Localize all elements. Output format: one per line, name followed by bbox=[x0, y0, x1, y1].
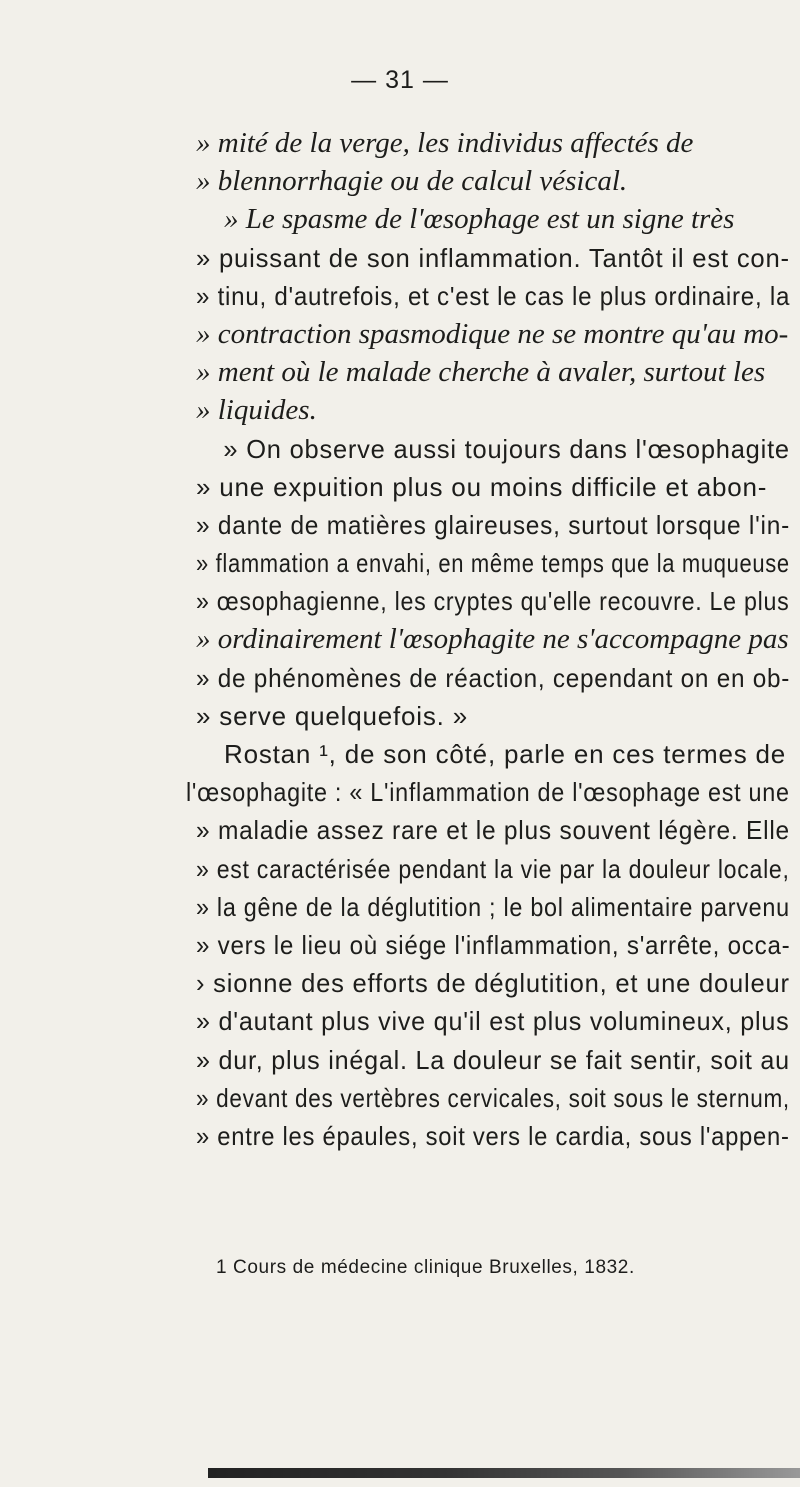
text-line: » ordinairement l'œsophagite ne s'accompagne pas bbox=[196, 623, 789, 656]
text-line: » une expuition plus ou moins difficile et abon- bbox=[196, 471, 768, 502]
text-line: » de phénomènes de réaction, cependant on en ob- bbox=[196, 662, 791, 693]
page-edge-shadow bbox=[208, 1468, 800, 1478]
text-line: » mité de la verge, les individus affectés de bbox=[196, 127, 694, 159]
text-line: » On observe aussi toujours dans l'œsophagite bbox=[223, 433, 790, 464]
text-line: » tinu, d'autrefois, et c'est le cas le plus ordinaire, la bbox=[196, 280, 791, 311]
footnote: 1 Cours de médecine clinique Bruxelles, 1832. bbox=[216, 1257, 635, 1278]
text-line: » puissant de son inflammation. Tantôt il est con- bbox=[196, 242, 790, 273]
text-line: » entre les épaules, soit vers le cardia, sous l'appen- bbox=[196, 1120, 790, 1151]
text-line: » dante de matières glaireuses, surtout lorsque l'in- bbox=[196, 509, 790, 540]
text-line: » maladie assez rare et le plus souvent légère. Elle bbox=[196, 815, 790, 846]
page-number: — 31 — bbox=[351, 66, 449, 94]
text-line: » devant des vertèbres cervicales, soit sous le sternum, bbox=[196, 1082, 790, 1113]
text-line: » serve quelquefois. » bbox=[196, 700, 468, 731]
text-line: » vers le lieu où siége l'inflammation, s'arrête, occa- bbox=[196, 929, 791, 960]
text-line: » Le spasme de l'œsophage est un signe très bbox=[224, 203, 735, 236]
text-line: » d'autant plus vive qu'il est plus volumineux, plus bbox=[196, 1006, 790, 1037]
text-line: › sionne des efforts de déglutition, et une douleur bbox=[196, 968, 790, 999]
text-line: » œsophagienne, les cryptes qu'elle recouvre. Le plus bbox=[196, 586, 790, 617]
text-line: » la gêne de la déglutition ; le bol alimentaire parvenu bbox=[196, 891, 790, 922]
text-line: » ment où le malade cherche à avaler, surtout les bbox=[196, 356, 766, 389]
body-text bbox=[186, 124, 791, 1155]
text-line: » flammation a envahi, en même temps que la muqueuse bbox=[196, 548, 790, 579]
text-line: » est caractérisée pendant la vie par la douleur locale, bbox=[196, 853, 790, 884]
text-line: l'œsophagite : « L'inflammation de l'œsophage est une bbox=[186, 777, 790, 808]
text-line: Rostan ¹, de son côté, parle en ces termes de bbox=[224, 739, 787, 769]
text-line: » blennorrhagie ou de calcul vésical. bbox=[196, 165, 628, 198]
text-line: » dur, plus inégal. La douleur se fait sentir, soit au bbox=[196, 1044, 790, 1075]
text-line: » contraction spasmodique ne se montre qu'au mo- bbox=[196, 317, 789, 350]
text-line: » liquides. bbox=[196, 394, 317, 427]
